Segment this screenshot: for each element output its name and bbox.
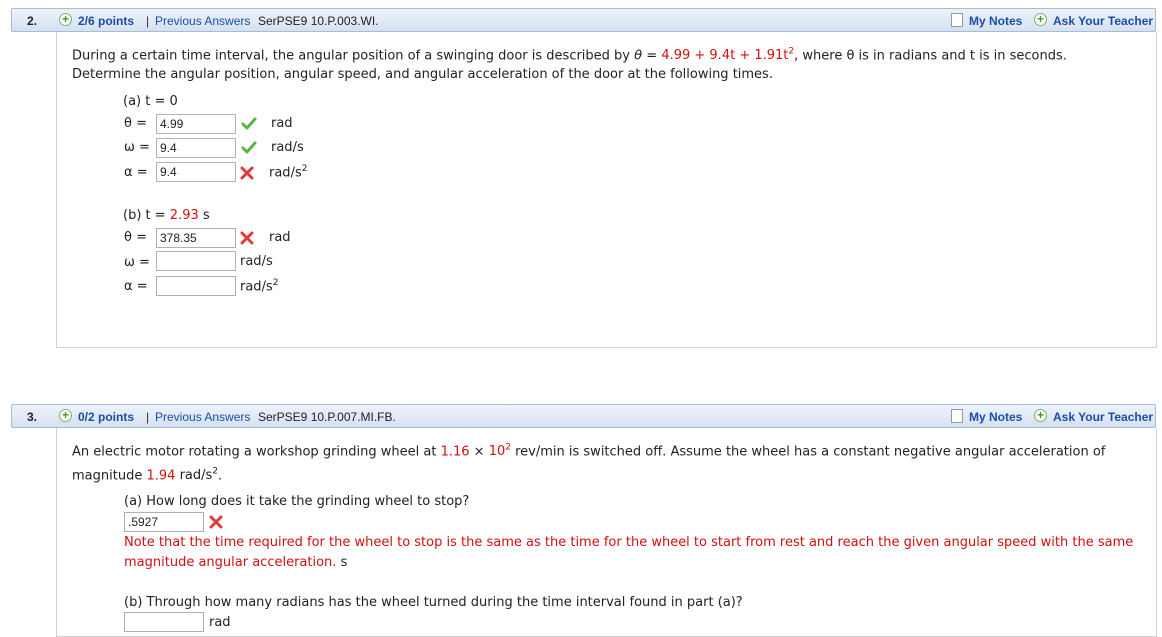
omega-unit: rad/s [240, 254, 273, 269]
power-exponent: 2 [505, 443, 511, 453]
ask-teacher-plus-icon[interactable]: + [1034, 409, 1047, 422]
period: . [218, 468, 223, 484]
alpha-unit [240, 278, 278, 294]
alpha-unit-exponent: 2 [272, 278, 279, 288]
question-text-line-2 [72, 467, 222, 483]
alpha-unit-text: rad/s [240, 279, 273, 295]
question-text-line-1 [72, 47, 1067, 63]
times-sign: × [473, 444, 485, 460]
points-link[interactable]: 2/6 points [78, 14, 135, 28]
question-3-body [56, 428, 1157, 637]
question-number: 2. [27, 14, 38, 28]
omega-label: ω = [124, 255, 150, 270]
theta-label: θ = [124, 230, 147, 245]
intro-text: magnitude [72, 468, 143, 484]
given-power [485, 444, 511, 459]
theta-symbol: θ [634, 48, 643, 64]
radians-answer-input[interactable] [124, 612, 204, 632]
theta-unit: rad [269, 230, 291, 245]
acceleration-unit-exponent: 2 [212, 467, 219, 477]
intro-text-cont: rev/min is switched off. Assume the wheel has a constant negative angular acceleration of [510, 444, 1106, 460]
intro-text: During a certain time interval, the angular position of a swinging door is described by [72, 48, 631, 64]
theta-unit: rad [271, 116, 293, 131]
alpha-unit-text: rad/s [269, 165, 302, 181]
my-notes-link[interactable]: My Notes [969, 410, 1023, 424]
intro-text-cont: , where θ is in radians and t is in seconds. [794, 48, 1067, 64]
given-speed: 1.16 [440, 444, 474, 460]
part-a-label: (a) t = 0 [123, 94, 178, 109]
feedback-line-2 [124, 555, 347, 570]
equation-expr: 4.99 + 9.4t + 1.91t [661, 48, 789, 64]
incorrect-x-icon [209, 515, 223, 529]
expand-plus-icon[interactable]: + [59, 409, 72, 422]
expand-plus-icon[interactable]: + [59, 13, 72, 26]
theta-label: θ = [124, 116, 147, 131]
part-b-question: (b) Through how many radians has the wheel turned during the time interval found in part (a)? [124, 595, 743, 610]
acceleration-unit [180, 468, 218, 483]
theta-answer-input[interactable]: 378.35 [156, 228, 236, 248]
my-notes-link[interactable]: My Notes [969, 14, 1023, 28]
feedback-text: magnitude angular acceleration. [124, 555, 337, 570]
given-time: 2.93 [169, 208, 199, 223]
previous-answers-link[interactable]: Previous Answers [155, 410, 251, 424]
question-text-line-1 [72, 443, 1105, 459]
check-icon [241, 140, 257, 156]
separator: | [146, 14, 150, 28]
notes-icon[interactable] [951, 13, 963, 27]
incorrect-x-icon [240, 231, 254, 245]
equation-exponent: 2 [788, 47, 795, 57]
part-b-text: (b) t = [123, 208, 166, 223]
previous-answers-link[interactable]: Previous Answers [155, 14, 251, 28]
incorrect-x-icon [240, 166, 254, 180]
question-2-header [11, 8, 1156, 32]
acceleration-unit-text: rad/s [179, 468, 213, 484]
question-3-header [11, 404, 1156, 428]
radians-unit: rad [209, 615, 231, 630]
question-number: 3. [27, 410, 38, 424]
question-2-body [56, 32, 1157, 348]
ask-teacher-link[interactable]: Ask Your Teacher [1053, 410, 1154, 424]
alpha-answer-input[interactable]: 9.4 [156, 162, 236, 182]
given-equation [661, 48, 794, 63]
ask-teacher-link[interactable]: Ask Your Teacher [1053, 14, 1154, 28]
power-base: 10 [484, 444, 506, 460]
time-unit: s [202, 208, 210, 223]
notes-icon[interactable] [951, 409, 963, 423]
theta-answer-input[interactable]: 4.99 [156, 114, 236, 134]
part-a-question: (a) How long does it take the grinding wheel to stop? [124, 494, 470, 509]
omega-answer-input[interactable] [156, 251, 236, 271]
problem-code: SerPSE9 10.P.007.MI.FB. [258, 410, 396, 424]
separator: | [146, 410, 150, 424]
alpha-unit [269, 164, 307, 180]
time-answer-input[interactable]: .5927 [124, 512, 204, 532]
question-text-line-2: Determine the angular position, angular speed, and angular acceleration of the door at the following times. [72, 67, 773, 82]
points-link[interactable]: 0/2 points [78, 410, 135, 424]
time-unit: s [340, 555, 348, 570]
equals-sign: = [646, 48, 658, 64]
given-acceleration: 1.94 [146, 468, 176, 484]
intro-text: An electric motor rotating a workshop grinding wheel at [72, 444, 437, 460]
omega-answer-input[interactable]: 9.4 [156, 138, 236, 158]
feedback-line-1: Note that the time required for the wheel to stop is the same as the time for the wheel to start from rest and reach the given angular speed with the same [124, 535, 1134, 550]
omega-unit: rad/s [271, 140, 304, 155]
check-icon [241, 116, 257, 132]
omega-label: ω = [124, 140, 150, 155]
ask-teacher-plus-icon[interactable]: + [1034, 13, 1047, 26]
alpha-label: α = [124, 279, 148, 294]
problem-code: SerPSE9 10.P.003.WI. [258, 14, 379, 28]
alpha-label: α = [124, 165, 148, 180]
alpha-answer-input[interactable] [156, 276, 236, 296]
part-b-label [123, 208, 210, 223]
alpha-unit-exponent: 2 [301, 164, 308, 174]
